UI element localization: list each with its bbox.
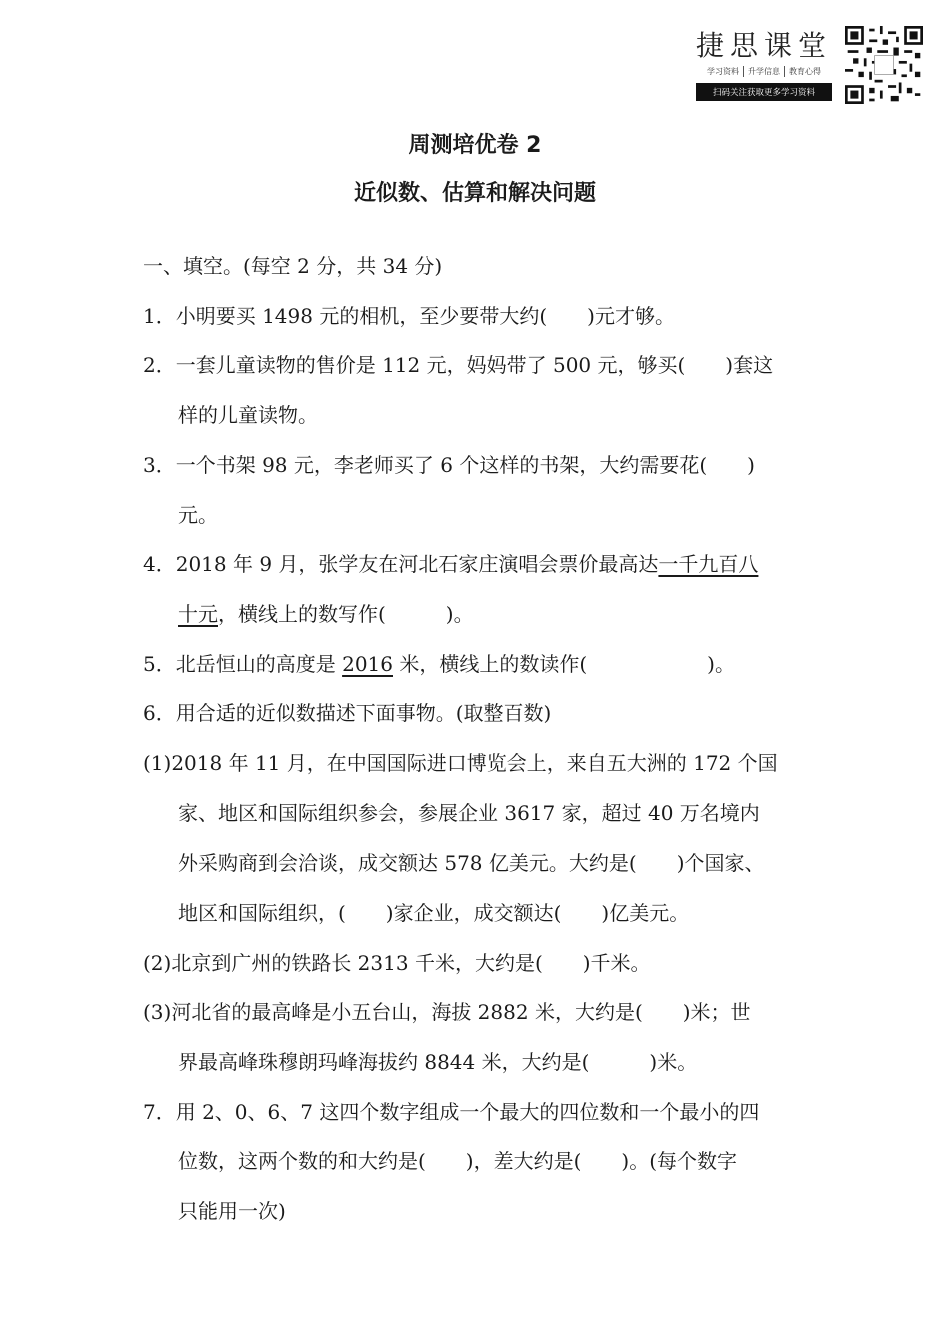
question-2-line-2: 样的儿童读物。 <box>178 403 318 427</box>
underlined-number-words: 十元 <box>178 602 218 626</box>
section-heading: 一、填空。(每空 2 分，共 34 分) <box>143 254 443 278</box>
page-title: 周测培优卷 2 <box>408 133 542 158</box>
question-7-line-3: 只能用一次) <box>178 1199 286 1223</box>
brand-tag: 升学信息 <box>743 66 784 77</box>
question-1: 1．小明要买 1498 元的相机，至少要带大约( )元才够。 <box>143 304 675 328</box>
page-subtitle: 近似数、估算和解决问题 <box>353 181 596 206</box>
question-6-3-line-2: 界最高峰珠穆朗玛峰海拔约 8844 米，大约是( )米。 <box>178 1050 698 1074</box>
underlined-number: 2016 <box>342 652 393 676</box>
brand-tag: 学习资料 <box>707 67 739 76</box>
question-6-1-line-4: 地区和国际组织，( )家企业，成交额达( )亿美元。 <box>178 901 690 925</box>
question-6-1-line-3: 外采购商到会洽谈，成交额达 578 亿美元。大约是( )个国家、 <box>178 851 765 875</box>
question-3-line-1: 3．一个书架 98 元，李老师买了 6 个这样的书架，大约需要花( ) <box>143 453 755 477</box>
question-7-line-2: 位数，这两个数的和大约是( )，差大约是( )。(每个数字 <box>178 1149 738 1173</box>
question-5-text: 5．北岳恒山的高度是 <box>143 652 343 676</box>
question-3-line-2: 元。 <box>178 503 218 527</box>
question-6-2: (2)北京到广州的铁路长 2313 千米，大约是( )千米。 <box>143 951 651 975</box>
brand-logo <box>696 30 832 101</box>
question-4-text: ，横线上的数写作( )。 <box>218 602 474 626</box>
brand-bar: 扫码关注获取更多学习资料 <box>696 83 832 101</box>
question-6-1-line-1: (1)2018 年 11 月，在中国国际进口博览会上，来自五大洲的 172 个国 <box>143 751 778 775</box>
question-4-line-2 <box>178 602 474 626</box>
question-5 <box>143 652 735 676</box>
question-5-text: 米，横线上的数读作( )。 <box>393 652 735 676</box>
qr-code-icon <box>845 26 923 104</box>
question-7-line-1: 7．用 2、0、6、7 这四个数字组成一个最大的四位数和一个最小的四 <box>143 1100 760 1124</box>
brand-tag: 教育心得 <box>784 66 825 77</box>
question-4-line-1 <box>143 552 758 576</box>
brand-name: 捷思课堂 <box>696 29 833 62</box>
question-2-line-1: 2．一套儿童读物的售价是 112 元，妈妈带了 500 元，够买( )套这 <box>143 353 774 377</box>
underlined-number-words: 一千九百八 <box>658 552 759 576</box>
question-6: 6．用合适的近似数描述下面事物。(取整百数) <box>143 701 552 725</box>
question-6-3-line-1: (3)河北省的最高峰是小五台山，海拔 2882 米，大约是( )米；世 <box>143 1000 751 1024</box>
question-4-text: 4．2018 年 9 月，张学友在河北石家庄演唱会票价最高达 <box>143 552 659 576</box>
brand-tags <box>696 66 832 77</box>
question-6-1-line-2: 家、地区和国际组织参会，参展企业 3617 家，超过 40 万名境内 <box>178 801 760 825</box>
